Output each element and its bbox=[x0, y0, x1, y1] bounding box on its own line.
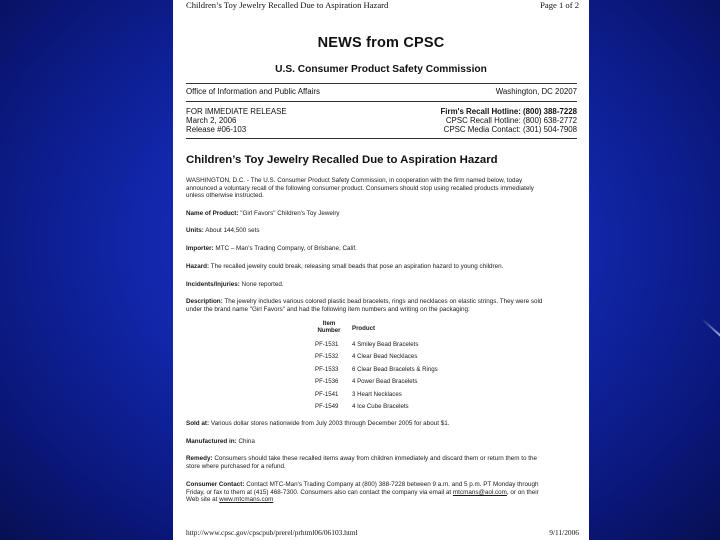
company-website-link[interactable]: www.mtcmans.com bbox=[219, 496, 274, 504]
release-date: March 2, 2006 bbox=[186, 116, 237, 125]
office-name: Office of Information and Public Affairs bbox=[186, 87, 320, 96]
footer-url: http://www.cpsc.gov/cpscpub/prerel/prhtml06/06103.html bbox=[186, 528, 358, 537]
item-product-cell: 4 Ice Cube Bracelets bbox=[352, 403, 409, 410]
incidents-label: Incidents/Injuries: bbox=[186, 281, 240, 288]
description-line-2: under the brand name "Girl Favors" and had the following item numbers and writing on the packaging: bbox=[186, 305, 470, 313]
manufactured-field bbox=[186, 438, 578, 446]
remedy-label: Remedy: bbox=[186, 455, 213, 462]
remedy-field bbox=[186, 455, 578, 470]
units-value: About 144,500 sets bbox=[205, 227, 260, 234]
importer-field bbox=[186, 245, 578, 253]
sold-at-label: Sold at: bbox=[186, 420, 210, 427]
description-label: Description: bbox=[186, 298, 223, 305]
product-name-label: Name of Product: bbox=[186, 210, 239, 217]
item-product-cell: 3 Heart Necklaces bbox=[352, 391, 402, 398]
incidents-value: None reported. bbox=[241, 281, 284, 288]
product-header: Product bbox=[352, 325, 376, 332]
remedy-line-2: store where purchased for a refund. bbox=[186, 462, 286, 470]
cpsc-recall-hotline: CPSC Recall Hotline: (800) 638-2772 bbox=[445, 116, 577, 125]
description-field bbox=[186, 298, 578, 313]
item-number-cell: PF-1531 bbox=[315, 341, 339, 348]
consumer-contact-field bbox=[186, 481, 578, 504]
item-number-cell: PF-1549 bbox=[315, 403, 339, 410]
firm-recall-hotline: Firm's Recall Hotline: (800) 388-7228 bbox=[440, 107, 577, 116]
intro-line-3: unless otherwise instructed. bbox=[186, 192, 264, 200]
item-product-cell: 4 Power Bead Bracelets bbox=[352, 378, 418, 385]
page-counter: Page 1 of 2 bbox=[540, 0, 579, 10]
sold-at-field bbox=[186, 420, 578, 428]
importer-value: MTC – Man's Trading Company, of Brisbane, Calif. bbox=[215, 245, 357, 252]
importer-label: Importer: bbox=[186, 245, 214, 252]
footer-date: 9/11/2006 bbox=[549, 528, 579, 537]
consumer-contact-label: Consumer Contact: bbox=[186, 481, 245, 488]
masthead-news-title: NEWS from CPSC bbox=[317, 35, 445, 51]
hazard-value: The recalled jewelry could break, releasing small beads that pose an aspiration hazard to young children. bbox=[210, 263, 504, 270]
press-release-page bbox=[173, 0, 589, 540]
release-number: Release #06-103 bbox=[186, 125, 247, 134]
masthead-agency: U.S. Consumer Product Safety Commission bbox=[275, 64, 487, 75]
cpsc-media-contact: CPSC Media Contact: (301) 504-7908 bbox=[443, 125, 577, 134]
units-field bbox=[186, 227, 578, 235]
intro-paragraph bbox=[186, 177, 578, 200]
incidents-field bbox=[186, 281, 578, 289]
item-number-header bbox=[315, 320, 343, 335]
units-label: Units: bbox=[186, 227, 204, 234]
office-divider bbox=[186, 101, 577, 102]
release-type: FOR IMMEDIATE RELEASE bbox=[186, 107, 287, 116]
office-location: Washington, DC 20207 bbox=[495, 87, 577, 96]
masthead-divider bbox=[186, 83, 577, 84]
company-email-link[interactable]: mtcmans@aol.com bbox=[452, 488, 507, 496]
light-streak-decoration bbox=[701, 318, 720, 339]
intro-line-1: WASHINGTON, D.C. - The U.S. Consumer Product Safety Commission, in cooperation with the firm named below, today bbox=[186, 177, 523, 184]
hazard-label: Hazard: bbox=[186, 263, 210, 270]
item-header-line-2: Number bbox=[317, 327, 341, 335]
consumer-contact-line-2: Friday, or fax to them at (415) 468-7300. Consumers also can contact the company via email at bbox=[186, 488, 452, 496]
consumer-contact-line-1: Contact MTC-Man's Trading Company at (800) 388-7228 between 9 a.m. and 5 p.m. PT Monday through bbox=[246, 481, 539, 488]
sold-at-value: Various dollar stores nationwide from July 2003 through December 2005 for about $1. bbox=[210, 420, 450, 427]
remedy-line-1: Consumers should take these recalled items away from children immediately and discard them or return them to the bbox=[214, 455, 538, 462]
item-number-cell: PF-1536 bbox=[315, 378, 339, 385]
item-product-cell: 4 Clear Bead Necklaces bbox=[352, 353, 418, 360]
browser-page-title: Children’s Toy Jewelry Recalled Due to Aspiration Hazard bbox=[186, 0, 389, 10]
product-name-field bbox=[186, 210, 578, 218]
item-product-cell: 4 Smiley Bead Bracelets bbox=[352, 341, 419, 348]
consumer-contact-line-2-end: , or on their bbox=[506, 488, 539, 496]
consumer-contact-line-3: Web site at bbox=[186, 496, 218, 504]
article-title: Children’s Toy Jewelry Recalled Due to Aspiration Hazard bbox=[186, 154, 498, 166]
item-product-cell: 6 Clear Bead Bracelets & Rings bbox=[352, 366, 438, 373]
item-number-cell: PF-1532 bbox=[315, 353, 339, 360]
manufactured-label: Manufactured in: bbox=[186, 438, 237, 445]
description-line-1: The jewelry includes various colored plastic bead bracelets, rings and necklaces on elastic strings. They were sold bbox=[224, 298, 543, 305]
intro-line-2: announced a voluntary recall of the following consumer product. Consumers should stop using recalled products immediately bbox=[186, 184, 534, 192]
manufactured-value: China bbox=[238, 438, 255, 445]
product-name-value: "Girl Favors" Children's Toy Jewelry bbox=[240, 210, 340, 217]
release-divider bbox=[186, 138, 577, 139]
hazard-field bbox=[186, 263, 578, 271]
item-number-cell: PF-1533 bbox=[315, 366, 339, 373]
item-header-line-1: Item bbox=[322, 320, 336, 327]
item-number-cell: PF-1541 bbox=[315, 391, 339, 398]
